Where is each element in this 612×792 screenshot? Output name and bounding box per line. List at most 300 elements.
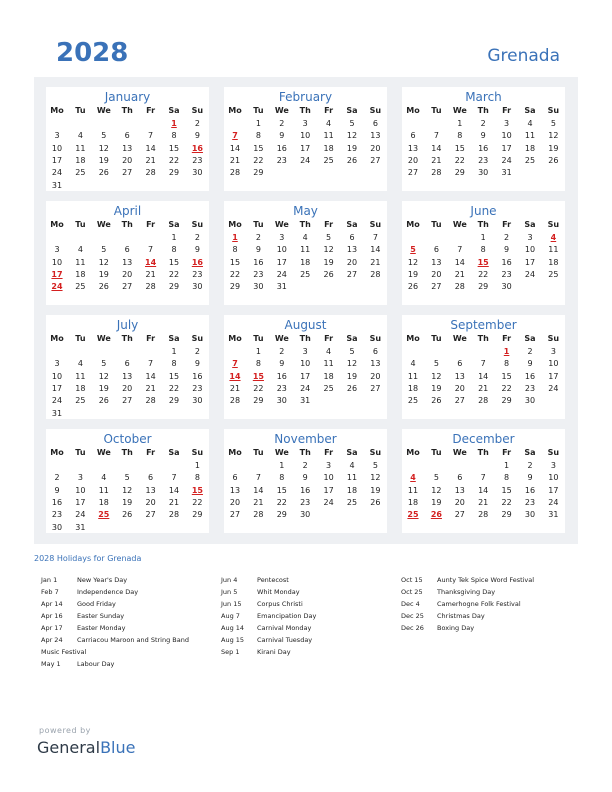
day[interactable]: 27 (454, 510, 465, 520)
day[interactable]: 5 (101, 131, 107, 141)
day[interactable]: 4 (77, 131, 83, 141)
day[interactable]: 24 (276, 269, 287, 279)
day[interactable]: 21 (229, 383, 241, 393)
day[interactable]: 22 (168, 383, 180, 393)
day[interactable]: 15 (501, 485, 512, 495)
day[interactable]: 25 (323, 383, 334, 393)
day[interactable]: 12 (548, 131, 559, 141)
day[interactable]: 4 (410, 359, 416, 369)
day[interactable]: 23 (192, 155, 203, 165)
day[interactable]: 26 (346, 155, 358, 165)
day[interactable]: 11 (323, 359, 334, 369)
day[interactable]: 3 (77, 473, 83, 483)
day[interactable]: 10 (75, 485, 86, 495)
day[interactable]: 28 (454, 282, 465, 292)
day[interactable]: 21 (229, 155, 241, 165)
day[interactable]: 4 (349, 461, 355, 470)
day[interactable]: 5 (433, 473, 439, 483)
day[interactable]: 26 (431, 396, 442, 406)
day[interactable]: 20 (145, 497, 156, 507)
day[interactable]: 18 (98, 497, 109, 507)
day[interactable]: 6 (349, 233, 355, 242)
day[interactable]: 24 (548, 497, 559, 507)
day[interactable]: 8 (279, 473, 285, 483)
day[interactable]: 31 (51, 180, 63, 190)
day[interactable]: 23 (51, 510, 63, 520)
day[interactable]: 6 (457, 473, 463, 483)
day[interactable]: 31 (548, 510, 559, 520)
day[interactable]: 16 (276, 371, 287, 381)
holiday-day[interactable]: 16 (191, 257, 203, 267)
day[interactable]: 18 (346, 485, 358, 495)
day[interactable]: 7 (171, 473, 177, 483)
day[interactable]: 28 (229, 168, 241, 178)
day[interactable]: 4 (77, 359, 83, 369)
day[interactable]: 15 (229, 257, 241, 267)
day[interactable]: 16 (276, 143, 287, 153)
day[interactable]: 1 (194, 461, 200, 470)
day[interactable]: 29 (454, 168, 465, 178)
day[interactable]: 8 (255, 359, 261, 369)
day[interactable]: 20 (229, 497, 241, 507)
day[interactable]: 29 (501, 510, 512, 520)
day[interactable]: 14 (168, 485, 180, 495)
day[interactable]: 16 (192, 371, 203, 381)
day[interactable]: 11 (75, 143, 86, 153)
day[interactable]: 3 (302, 119, 308, 128)
day[interactable]: 17 (51, 155, 63, 165)
day[interactable]: 7 (148, 131, 154, 141)
day[interactable]: 8 (171, 131, 177, 141)
day[interactable]: 6 (148, 473, 154, 483)
day[interactable]: 27 (346, 269, 358, 279)
day[interactable]: 19 (431, 497, 442, 507)
day[interactable]: 13 (346, 245, 358, 255)
day[interactable]: 23 (192, 269, 203, 279)
day[interactable]: 24 (300, 383, 311, 393)
day[interactable]: 5 (101, 245, 107, 255)
day[interactable]: 4 (527, 119, 533, 128)
day[interactable]: 27 (370, 155, 381, 165)
day[interactable]: 6 (410, 131, 416, 141)
day[interactable]: 24 (501, 155, 512, 165)
day[interactable]: 24 (323, 497, 334, 507)
holiday-day[interactable]: 4 (410, 473, 416, 483)
day[interactable]: 30 (524, 396, 536, 406)
day[interactable]: 21 (145, 155, 156, 165)
day[interactable]: 24 (51, 396, 63, 406)
day[interactable]: 18 (75, 155, 86, 165)
day[interactable]: 11 (346, 473, 358, 483)
day[interactable]: 26 (122, 510, 133, 520)
day[interactable]: 20 (346, 257, 358, 267)
day[interactable]: 28 (431, 168, 442, 178)
day[interactable]: 13 (122, 143, 133, 153)
day[interactable]: 14 (431, 143, 442, 153)
day[interactable]: 8 (232, 245, 238, 255)
day[interactable]: 11 (75, 371, 86, 381)
day[interactable]: 21 (478, 497, 489, 507)
day[interactable]: 12 (323, 245, 334, 255)
day[interactable]: 6 (124, 359, 130, 369)
day[interactable]: 26 (98, 168, 109, 178)
day[interactable]: 6 (124, 131, 130, 141)
day[interactable]: 3 (54, 359, 60, 369)
day[interactable]: 8 (504, 473, 510, 483)
day[interactable]: 25 (300, 269, 311, 279)
day[interactable]: 18 (548, 257, 559, 267)
day[interactable]: 10 (276, 245, 287, 255)
day[interactable]: 12 (346, 359, 358, 369)
day[interactable]: 2 (255, 233, 261, 242)
holiday-day[interactable]: 24 (51, 282, 63, 292)
day[interactable]: 25 (75, 282, 86, 292)
day[interactable]: 4 (302, 233, 308, 242)
day[interactable]: 5 (550, 119, 556, 128)
day[interactable]: 13 (145, 485, 156, 495)
day[interactable]: 3 (550, 347, 556, 356)
day[interactable]: 8 (194, 473, 200, 483)
day[interactable]: 14 (229, 143, 241, 153)
holiday-day[interactable]: 14 (145, 257, 157, 267)
day[interactable]: 8 (480, 245, 486, 255)
day[interactable]: 5 (349, 119, 355, 128)
day[interactable]: 10 (548, 359, 559, 369)
day[interactable]: 1 (171, 347, 177, 356)
day[interactable]: 9 (54, 485, 60, 495)
day[interactable]: 11 (524, 131, 536, 141)
day[interactable]: 5 (326, 233, 332, 242)
day[interactable]: 30 (300, 510, 311, 520)
day[interactable]: 15 (501, 371, 512, 381)
day[interactable]: 16 (51, 497, 63, 507)
day[interactable]: 29 (501, 396, 512, 406)
day[interactable]: 16 (524, 485, 536, 495)
day[interactable]: 27 (122, 396, 133, 406)
holiday-day[interactable]: 1 (232, 233, 238, 242)
day[interactable]: 26 (98, 282, 109, 292)
day[interactable]: 18 (75, 383, 86, 393)
day[interactable]: 30 (253, 282, 264, 292)
holiday-day[interactable]: 5 (410, 245, 416, 255)
day[interactable]: 6 (372, 119, 378, 128)
day[interactable]: 9 (480, 131, 486, 141)
holiday-day[interactable]: 16 (191, 143, 203, 153)
day[interactable]: 15 (454, 143, 465, 153)
day[interactable]: 19 (346, 143, 358, 153)
day[interactable]: 13 (122, 257, 133, 267)
day[interactable]: 31 (75, 522, 86, 532)
day[interactable]: 12 (98, 371, 109, 381)
day[interactable]: 14 (478, 485, 489, 495)
day[interactable]: 21 (145, 383, 156, 393)
day[interactable]: 2 (279, 119, 285, 128)
day[interactable]: 14 (145, 371, 156, 381)
day[interactable]: 28 (145, 282, 156, 292)
day[interactable]: 8 (171, 359, 177, 369)
day[interactable]: 27 (122, 168, 133, 178)
day[interactable]: 23 (253, 269, 264, 279)
day[interactable]: 17 (548, 371, 559, 381)
day[interactable]: 29 (276, 510, 287, 520)
day[interactable]: 18 (75, 269, 86, 279)
day[interactable]: 13 (370, 131, 381, 141)
holiday-day[interactable]: 17 (51, 269, 63, 279)
day[interactable]: 30 (51, 522, 63, 532)
day[interactable]: 23 (276, 155, 287, 165)
day[interactable]: 3 (279, 233, 285, 242)
day[interactable]: 12 (370, 473, 381, 483)
day[interactable]: 5 (433, 359, 439, 369)
day[interactable]: 5 (349, 347, 355, 356)
day[interactable]: 17 (75, 497, 86, 507)
day[interactable]: 6 (372, 347, 378, 356)
day[interactable]: 3 (54, 131, 60, 141)
day[interactable]: 21 (370, 257, 381, 267)
day[interactable]: 9 (527, 473, 533, 483)
day[interactable]: 18 (407, 497, 419, 507)
day[interactable]: 22 (276, 497, 287, 507)
day[interactable]: 22 (478, 269, 489, 279)
day[interactable]: 10 (300, 359, 311, 369)
day[interactable]: 3 (326, 461, 332, 470)
day[interactable]: 15 (168, 257, 180, 267)
day[interactable]: 21 (168, 497, 180, 507)
day[interactable]: 13 (122, 371, 133, 381)
day[interactable]: 3 (550, 461, 556, 470)
day[interactable]: 28 (145, 396, 156, 406)
day[interactable]: 29 (168, 168, 180, 178)
day[interactable]: 9 (504, 245, 510, 255)
day[interactable]: 23 (524, 497, 536, 507)
day[interactable]: 29 (168, 396, 180, 406)
day[interactable]: 19 (431, 383, 442, 393)
day[interactable]: 28 (478, 510, 489, 520)
day[interactable]: 26 (370, 497, 381, 507)
day[interactable]: 10 (51, 371, 63, 381)
day[interactable]: 2 (480, 119, 486, 128)
day[interactable]: 7 (255, 473, 261, 483)
day[interactable]: 28 (145, 168, 156, 178)
day[interactable]: 23 (501, 269, 512, 279)
day[interactable]: 2 (54, 473, 60, 483)
day[interactable]: 20 (431, 269, 442, 279)
day[interactable]: 22 (192, 497, 203, 507)
day[interactable]: 26 (98, 396, 109, 406)
holiday-day[interactable]: 1 (171, 119, 177, 128)
day[interactable]: 28 (168, 510, 180, 520)
day[interactable]: 22 (229, 269, 241, 279)
day[interactable]: 4 (326, 119, 332, 128)
day[interactable]: 30 (276, 396, 287, 406)
day[interactable]: 10 (300, 131, 311, 141)
day[interactable]: 23 (192, 383, 203, 393)
day[interactable]: 18 (323, 371, 334, 381)
day[interactable]: 20 (122, 155, 133, 165)
day[interactable]: 16 (524, 371, 536, 381)
day[interactable]: 31 (300, 396, 311, 406)
day[interactable]: 10 (323, 473, 334, 483)
day[interactable]: 12 (98, 257, 109, 267)
day[interactable]: 7 (457, 245, 463, 255)
day[interactable]: 16 (478, 143, 489, 153)
day[interactable]: 22 (501, 497, 512, 507)
day[interactable]: 2 (194, 119, 200, 128)
day[interactable]: 19 (407, 269, 419, 279)
day[interactable]: 2 (527, 461, 533, 470)
day[interactable]: 9 (279, 359, 285, 369)
day[interactable]: 19 (98, 155, 109, 165)
day[interactable]: 26 (407, 282, 419, 292)
day[interactable]: 2 (527, 347, 533, 356)
day[interactable]: 18 (524, 143, 536, 153)
day[interactable]: 21 (431, 155, 442, 165)
day[interactable]: 4 (326, 347, 332, 356)
day[interactable]: 26 (346, 383, 358, 393)
day[interactable]: 27 (229, 510, 241, 520)
day[interactable]: 22 (253, 155, 264, 165)
day[interactable]: 25 (323, 155, 334, 165)
day[interactable]: 7 (148, 245, 154, 255)
holiday-day[interactable]: 7 (232, 131, 238, 141)
day[interactable]: 3 (54, 245, 60, 255)
day[interactable]: 14 (145, 143, 156, 153)
day[interactable]: 20 (454, 497, 465, 507)
holiday-day[interactable]: 15 (191, 485, 203, 495)
day[interactable]: 19 (98, 383, 109, 393)
day[interactable]: 5 (372, 461, 378, 470)
day[interactable]: 1 (255, 119, 261, 128)
day[interactable]: 20 (370, 371, 381, 381)
day[interactable]: 23 (478, 155, 489, 165)
day[interactable]: 11 (548, 245, 559, 255)
day[interactable]: 25 (346, 497, 358, 507)
day[interactable]: 17 (276, 257, 287, 267)
holiday-day[interactable]: 25 (98, 510, 110, 520)
day[interactable]: 25 (524, 155, 536, 165)
day[interactable]: 27 (145, 510, 156, 520)
day[interactable]: 9 (194, 131, 200, 141)
day[interactable]: 11 (323, 131, 334, 141)
day[interactable]: 30 (501, 282, 512, 292)
day[interactable]: 13 (229, 485, 241, 495)
day[interactable]: 3 (527, 233, 533, 242)
day[interactable]: 24 (300, 155, 311, 165)
day[interactable]: 9 (302, 473, 308, 483)
day[interactable]: 12 (431, 371, 442, 381)
day[interactable]: 3 (504, 119, 510, 128)
day[interactable]: 7 (148, 359, 154, 369)
holiday-day[interactable]: 7 (232, 359, 238, 369)
day[interactable]: 2 (279, 347, 285, 356)
day[interactable]: 9 (194, 245, 200, 255)
day[interactable]: 10 (51, 143, 63, 153)
day[interactable]: 6 (232, 473, 238, 483)
holiday-day[interactable]: 14 (229, 371, 241, 381)
day[interactable]: 19 (548, 143, 559, 153)
day[interactable]: 24 (51, 168, 63, 178)
day[interactable]: 16 (253, 257, 264, 267)
day[interactable]: 12 (98, 143, 109, 153)
day[interactable]: 14 (478, 371, 489, 381)
day[interactable]: 7 (480, 473, 486, 483)
day[interactable]: 10 (548, 473, 559, 483)
day[interactable]: 19 (323, 257, 334, 267)
day[interactable]: 30 (524, 510, 536, 520)
day[interactable]: 12 (122, 485, 133, 495)
day[interactable]: 26 (323, 269, 334, 279)
day[interactable]: 2 (302, 461, 308, 470)
day[interactable]: 17 (300, 143, 311, 153)
day[interactable]: 28 (370, 269, 381, 279)
day[interactable]: 6 (433, 245, 439, 255)
day[interactable]: 31 (501, 168, 512, 178)
day[interactable]: 7 (480, 359, 486, 369)
day[interactable]: 30 (192, 282, 203, 292)
day[interactable]: 21 (253, 497, 264, 507)
day[interactable]: 10 (51, 257, 63, 267)
day[interactable]: 9 (527, 359, 533, 369)
day[interactable]: 12 (346, 131, 358, 141)
day[interactable]: 31 (276, 282, 287, 292)
day[interactable]: 2 (194, 347, 200, 356)
day[interactable]: 15 (276, 485, 287, 495)
day[interactable]: 20 (407, 155, 419, 165)
day[interactable]: 22 (501, 383, 512, 393)
day[interactable]: 23 (300, 497, 311, 507)
day[interactable]: 2 (194, 233, 200, 242)
day[interactable]: 16 (501, 257, 512, 267)
day[interactable]: 15 (168, 143, 180, 153)
day[interactable]: 19 (346, 371, 358, 381)
day[interactable]: 1 (457, 119, 463, 128)
day[interactable]: 19 (122, 497, 133, 507)
day[interactable]: 27 (431, 282, 442, 292)
day[interactable]: 15 (168, 371, 180, 381)
day[interactable]: 1 (504, 461, 510, 470)
day[interactable]: 8 (504, 359, 510, 369)
day[interactable]: 29 (253, 168, 264, 178)
day[interactable]: 22 (454, 155, 465, 165)
day[interactable]: 17 (501, 143, 512, 153)
day[interactable]: 8 (171, 245, 177, 255)
day[interactable]: 13 (454, 371, 465, 381)
day[interactable]: 6 (124, 245, 130, 255)
day[interactable]: 17 (323, 485, 334, 495)
day[interactable]: 9 (279, 131, 285, 141)
day[interactable]: 24 (75, 510, 86, 520)
day[interactable]: 13 (431, 257, 442, 267)
day[interactable]: 6 (457, 359, 463, 369)
day[interactable]: 29 (229, 282, 241, 292)
day[interactable]: 31 (51, 408, 63, 418)
day[interactable]: 27 (122, 282, 133, 292)
day[interactable]: 28 (253, 510, 264, 520)
day[interactable]: 1 (255, 347, 261, 356)
day[interactable]: 22 (168, 155, 180, 165)
day[interactable]: 22 (168, 269, 180, 279)
day[interactable]: 21 (145, 269, 156, 279)
day[interactable]: 8 (457, 131, 463, 141)
day[interactable]: 26 (548, 155, 559, 165)
day[interactable]: 9 (255, 245, 261, 255)
day[interactable]: 11 (98, 485, 109, 495)
holiday-day[interactable]: 25 (407, 510, 419, 520)
day[interactable]: 21 (454, 269, 465, 279)
day[interactable]: 30 (192, 396, 203, 406)
day[interactable]: 25 (548, 269, 559, 279)
holiday-day[interactable]: 15 (252, 371, 264, 381)
